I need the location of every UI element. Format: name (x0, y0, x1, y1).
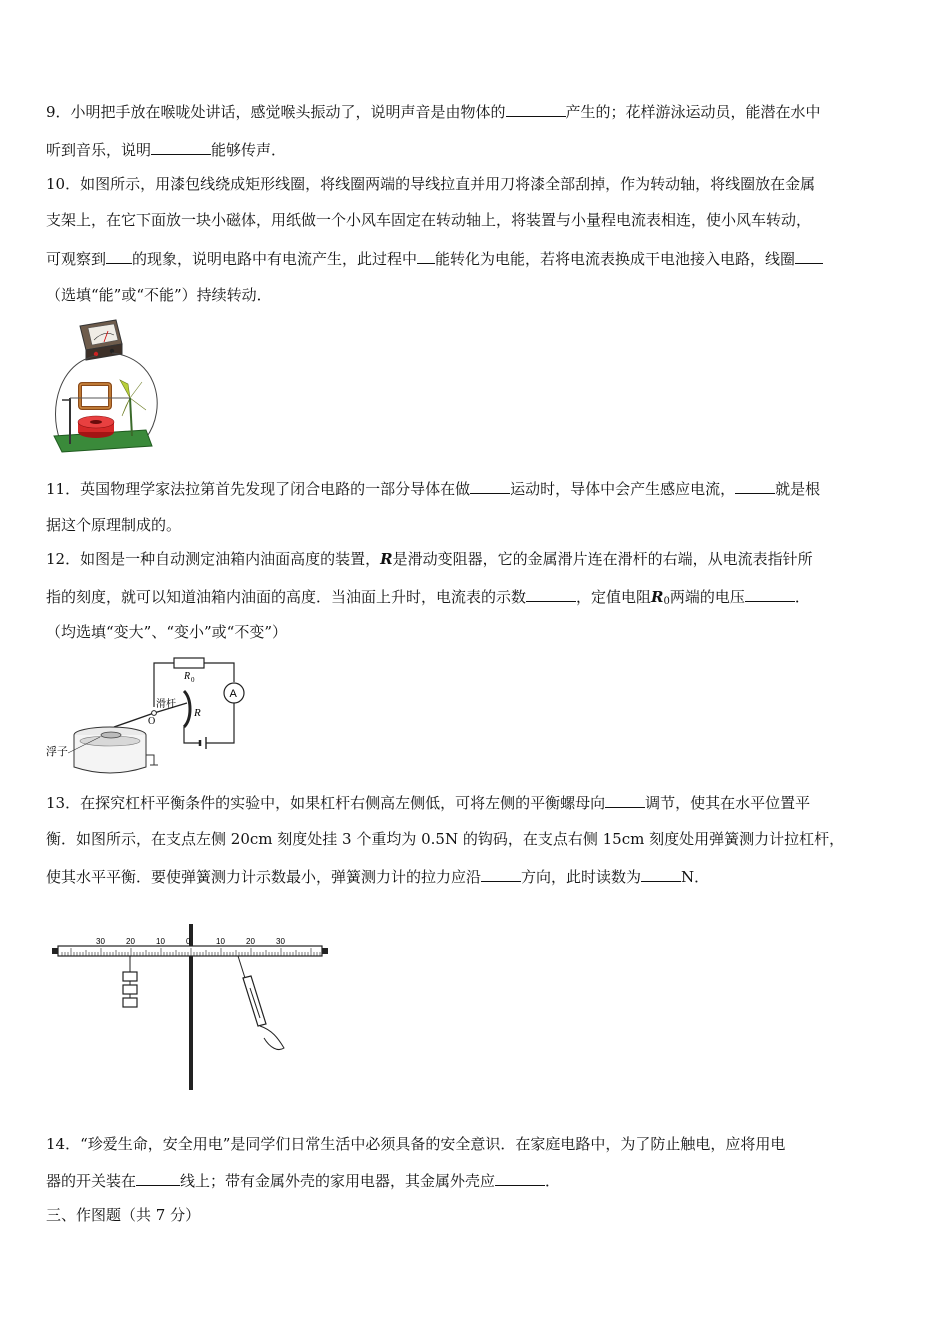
coil-icon (70, 384, 122, 408)
answer-blank[interactable] (506, 101, 566, 117)
section-3-title: 三、作图题（共 7 分） (46, 1206, 201, 1224)
r0-sub-label: 0 (191, 676, 195, 684)
answer-blank[interactable] (417, 248, 435, 264)
float-label: 浮子 (46, 745, 68, 758)
ammeter-label: A (229, 688, 237, 700)
answer-blank[interactable] (735, 478, 775, 494)
q9-line-1: 9．小明把手放在喉咙处讲话，感觉喉头振动了，说明声音是由物体的 产生的；花样游泳运动员，能潜在水中 (46, 103, 821, 121)
r0-label: R (184, 671, 191, 682)
q12-line-2: 指的刻度，就可以知道油箱内油面的高度．当油面上升时，电流表的示数 ，定值电阻$R_0$两端的电压 ． (46, 588, 810, 607)
answer-blank[interactable] (136, 1170, 180, 1186)
answer-blank[interactable] (470, 478, 510, 494)
answer-blank[interactable] (745, 586, 795, 602)
q14-line-1: 14．“珍爱生命，安全用电”是同学们日常生活中必须具备的安全意识．在家庭电路中，为了防止触电，应将用电 (46, 1135, 786, 1153)
spring-scale (238, 956, 284, 1050)
q11-line-1: 11．英国物理学家法拉第首先发现了闭合电路的一部分导体在做 运动时，导体中会产生感应电流， 就是根 (46, 480, 821, 498)
lever-tick-label: 20 (126, 937, 135, 946)
answer-blank[interactable] (151, 139, 211, 155)
q11-line-2: 据这个原理制成的。 (46, 516, 182, 534)
magnet-icon (78, 416, 114, 438)
lever-tick-label: 30 (276, 937, 285, 946)
hook-weights (123, 956, 137, 1007)
answer-blank[interactable] (526, 586, 576, 602)
sliding-rheostat (184, 691, 190, 727)
q14-line-2: 器的开关装在 线上；带有金属外壳的家用电器，其金属外壳应 ． (46, 1172, 561, 1190)
answer-blank[interactable] (106, 248, 132, 264)
answer-blank[interactable] (795, 248, 823, 264)
float-icon (101, 732, 121, 738)
lever-tick-label: 10 (156, 937, 165, 946)
lever-tick-label: 10 (216, 937, 225, 946)
q12-line-3: （均选填“变大”、“变小”或“不变”） (46, 623, 288, 641)
q12-line-1: 12．如图是一种自动测定油箱内油面高度的装置，R是滑动变阻器，它的金属滑片连在滑杆的右端，从电流表指针所 (46, 550, 813, 568)
pivot-label: O (148, 716, 156, 727)
q13-line-1: 13．在探究杠杆平衡条件的实验中，如果杠杆右侧高左侧低，可将左侧的平衡螺母向 调节，使其在水平位置平 (46, 794, 811, 812)
rheostat-label: R (194, 707, 201, 719)
answer-blank[interactable] (481, 866, 521, 882)
lever-tick-label: 30 (96, 937, 105, 946)
windmill-icon (120, 380, 146, 436)
lever-tick-label: 0 (186, 937, 191, 946)
q10-line-1: 10．如图所示，用漆包线绕成矩形线圈，将线圈两端的导线拉直并用刀将漆全部刮掉，作为转动轴，将线圈放在金属 (46, 175, 816, 193)
q10-line-3: 可观察到 的现象，说明电路中有电流产生，此过程中 能转化为电能，若将电流表换成干电池接入电路，线圈 (46, 248, 906, 269)
answer-blank[interactable] (605, 792, 645, 808)
lever-bar (58, 946, 322, 956)
answer-blank[interactable] (495, 1170, 545, 1186)
lever-tick-label: 20 (246, 937, 255, 946)
slider-rod-label: 滑杆 (156, 699, 176, 710)
q10-line-4: （选填“能”或“不能”）持续转动． (46, 286, 272, 304)
q13-line-2: 衡．如图所示，在支点左侧 20cm 刻度处挂 3 个重均为 0.5N 的钩码，在支点右侧 15cm 刻度处用弹簧测力计拉杠杆， (46, 830, 845, 848)
q13-line-3: 使其水平平衡．要使弹簧测力计示数最小，弹簧测力计的拉力应沿 方向，此时读数为 N． (46, 868, 710, 886)
hand-icon (260, 1026, 284, 1050)
q9-line-2: 听到音乐，说明 能够传声． (46, 141, 287, 159)
q10-line-2: 支架上，在它下面放一块小磁体，用纸做一个小风车固定在转动轴上，将装置与小量程电流表相连，使小风车转动， (46, 211, 812, 229)
oil-tank (74, 727, 158, 773)
lever-balance-figure (50, 920, 340, 1095)
answer-blank[interactable] (641, 866, 681, 882)
fuel-gauge-circuit-figure (44, 655, 254, 780)
coil-generator-figure (50, 318, 170, 458)
fixed-resistor-r0 (174, 658, 204, 668)
